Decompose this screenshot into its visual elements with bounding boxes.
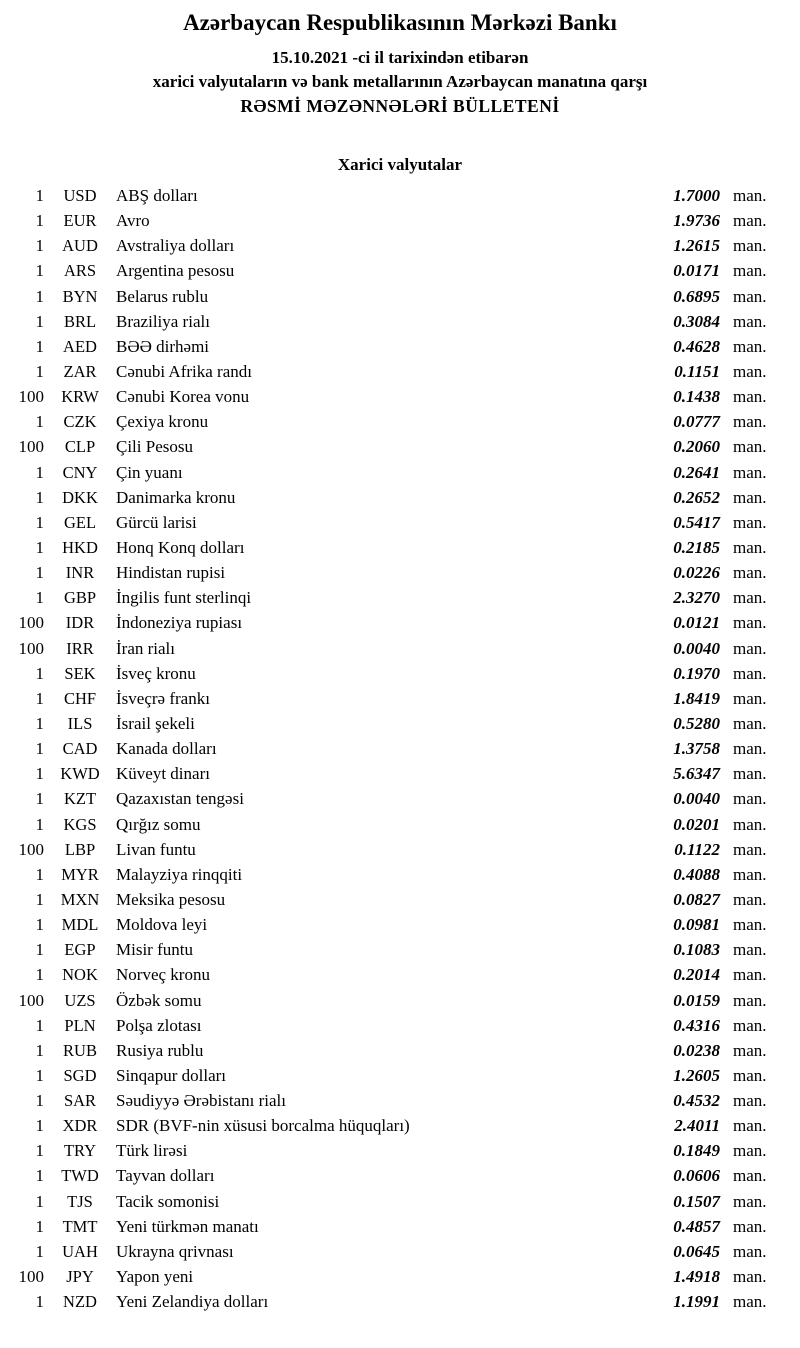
rate-quantity: 1 bbox=[35, 186, 44, 205]
rate-row bbox=[8, 711, 772, 736]
rate-unit: man. bbox=[733, 814, 767, 834]
rate-row bbox=[8, 1013, 772, 1038]
rate-row bbox=[8, 434, 772, 459]
rate-value: 0.5280 bbox=[673, 713, 720, 733]
rate-value: 2.3270 bbox=[673, 588, 720, 608]
rate-row bbox=[8, 585, 772, 610]
bank-title: Azərbaycan Respublikasının Mərkəzi Bankı bbox=[183, 10, 617, 35]
rate-unit: man. bbox=[733, 1241, 767, 1261]
rate-row bbox=[8, 384, 772, 409]
currency-code: KWD bbox=[60, 764, 100, 784]
rate-unit: man. bbox=[733, 889, 767, 909]
currency-code: AED bbox=[63, 336, 97, 356]
rate-unit: man. bbox=[733, 186, 767, 205]
rate-value: 1.7000 bbox=[673, 186, 720, 205]
rate-unit: man. bbox=[733, 1191, 767, 1211]
exchange-rates-table bbox=[0, 183, 800, 1314]
rate-value: 0.1151 bbox=[674, 361, 720, 381]
rate-row bbox=[8, 1289, 772, 1314]
rate-quantity: 100 bbox=[18, 387, 44, 407]
rate-quantity: 1 bbox=[35, 1091, 44, 1111]
currency-name: Yeni türkmən manatı bbox=[116, 1216, 259, 1236]
rate-unit: man. bbox=[733, 261, 767, 281]
rate-unit: man. bbox=[733, 1065, 767, 1085]
currency-name: Qazaxıstan tengəsi bbox=[116, 789, 244, 809]
subject-line: xarici valyutaların və bank metallarının Azərbaycan manatına qarşı bbox=[152, 72, 648, 91]
rate-row bbox=[8, 962, 772, 987]
currency-code: XDR bbox=[62, 1116, 98, 1136]
rate-quantity: 1 bbox=[35, 915, 44, 935]
rate-unit: man. bbox=[733, 739, 767, 759]
currency-code: TJS bbox=[67, 1191, 93, 1211]
rate-unit: man. bbox=[733, 361, 767, 381]
rate-unit: man. bbox=[733, 663, 767, 683]
rate-unit: man. bbox=[733, 563, 767, 583]
currency-name: Livan funtu bbox=[116, 839, 196, 859]
rate-unit: man. bbox=[733, 412, 767, 432]
rate-quantity: 1 bbox=[35, 311, 44, 331]
rate-value: 0.0121 bbox=[673, 613, 720, 633]
currency-name: Avstraliya dolları bbox=[116, 236, 235, 256]
rate-value: 1.8419 bbox=[673, 688, 720, 708]
rate-row bbox=[8, 334, 772, 359]
rate-value: 0.4532 bbox=[673, 1091, 720, 1111]
rate-value: 5.6347 bbox=[673, 764, 720, 784]
currency-name: İran rialı bbox=[116, 638, 175, 658]
rate-row bbox=[8, 1189, 772, 1214]
rate-row bbox=[8, 862, 772, 887]
rate-unit: man. bbox=[733, 512, 767, 532]
currency-name: Norveç kronu bbox=[116, 965, 210, 985]
currency-code: RUB bbox=[63, 1040, 97, 1060]
rate-value: 0.2652 bbox=[673, 487, 720, 507]
currency-name: Braziliya rialı bbox=[116, 311, 210, 331]
rate-row bbox=[8, 1088, 772, 1113]
rate-row bbox=[8, 233, 772, 258]
rate-unit: man. bbox=[733, 1116, 767, 1136]
rate-value: 1.1991 bbox=[673, 1292, 720, 1312]
currency-name: BƏƏ dirhəmi bbox=[116, 336, 210, 356]
rate-row bbox=[8, 736, 772, 761]
currency-name: Hindistan rupisi bbox=[116, 563, 226, 583]
rate-value: 2.4011 bbox=[674, 1116, 720, 1136]
rate-value: 0.1122 bbox=[674, 839, 720, 859]
rate-unit: man. bbox=[733, 789, 767, 809]
currency-code: IRR bbox=[66, 638, 94, 658]
currency-name: Küveyt dinarı bbox=[116, 764, 210, 784]
rate-quantity: 1 bbox=[35, 361, 44, 381]
currency-name: Belarus rublu bbox=[116, 286, 209, 306]
rate-quantity: 1 bbox=[35, 1015, 44, 1035]
rate-quantity: 1 bbox=[35, 211, 44, 231]
currency-code: TWD bbox=[61, 1166, 99, 1186]
rate-row bbox=[8, 1113, 772, 1138]
currency-name: Kanada dolları bbox=[116, 739, 217, 759]
rate-unit: man. bbox=[733, 437, 767, 457]
rate-value: 0.2014 bbox=[673, 965, 720, 985]
currency-code: KGS bbox=[63, 814, 97, 834]
effective-date-line: 15.10.2021 -ci il tarixindən etibarən bbox=[271, 48, 529, 67]
currency-name: Qırğız somu bbox=[116, 814, 201, 834]
rate-quantity: 1 bbox=[35, 537, 44, 557]
rate-quantity: 1 bbox=[35, 1040, 44, 1060]
rate-quantity: 1 bbox=[35, 487, 44, 507]
rate-value: 0.6895 bbox=[673, 286, 720, 306]
section-title-foreign-currencies: Xarici valyutalar bbox=[337, 155, 463, 174]
rate-row bbox=[8, 988, 772, 1013]
rate-value: 0.2060 bbox=[673, 437, 720, 457]
rate-row bbox=[8, 1163, 772, 1188]
rate-value: 0.1970 bbox=[673, 663, 720, 683]
rate-row bbox=[8, 937, 772, 962]
currency-code: PLN bbox=[64, 1015, 96, 1035]
currency-code: CLP bbox=[64, 437, 96, 457]
rate-quantity: 1 bbox=[35, 713, 44, 733]
rate-row bbox=[8, 359, 772, 384]
rate-value: 0.0238 bbox=[673, 1040, 720, 1060]
rate-value: 0.4316 bbox=[673, 1015, 720, 1035]
rate-value: 0.0159 bbox=[673, 990, 720, 1010]
currency-name: İsveçrə frankı bbox=[116, 688, 210, 708]
rate-row bbox=[8, 309, 772, 334]
rate-quantity: 1 bbox=[35, 1191, 44, 1211]
rate-value: 0.3084 bbox=[673, 311, 720, 331]
currency-code: BRL bbox=[63, 311, 97, 331]
currency-code: UAH bbox=[62, 1241, 98, 1261]
rate-quantity: 1 bbox=[35, 965, 44, 985]
currency-name: Meksika pesosu bbox=[116, 889, 226, 909]
rate-unit: man. bbox=[733, 537, 767, 557]
document-header bbox=[0, 10, 800, 117]
currency-name: Çin yuanı bbox=[116, 462, 183, 482]
currency-name: İsrail şekeli bbox=[116, 713, 195, 733]
currency-name: Avro bbox=[116, 211, 150, 231]
rate-unit: man. bbox=[733, 588, 767, 608]
rate-quantity: 1 bbox=[35, 663, 44, 683]
rate-row bbox=[8, 510, 772, 535]
rate-quantity: 1 bbox=[35, 688, 44, 708]
rate-quantity: 1 bbox=[35, 588, 44, 608]
rate-quantity: 1 bbox=[35, 864, 44, 884]
currency-code: DKK bbox=[62, 487, 98, 507]
currency-name: Misir funtu bbox=[116, 940, 193, 960]
rate-unit: man. bbox=[733, 1166, 767, 1186]
rate-unit: man. bbox=[733, 462, 767, 482]
rate-value: 0.0040 bbox=[673, 638, 720, 658]
currency-code: MYR bbox=[61, 864, 99, 884]
currency-name: Argentina pesosu bbox=[116, 261, 235, 281]
rate-unit: man. bbox=[733, 713, 767, 733]
currency-code: KRW bbox=[61, 387, 99, 407]
rate-row bbox=[8, 1063, 772, 1088]
currency-code: ILS bbox=[67, 713, 93, 733]
rate-value: 1.4918 bbox=[673, 1267, 720, 1287]
rate-unit: man. bbox=[733, 487, 767, 507]
rate-row bbox=[8, 610, 772, 635]
rate-row bbox=[8, 837, 772, 862]
rate-quantity: 1 bbox=[35, 889, 44, 909]
rate-value: 0.1507 bbox=[673, 1191, 720, 1211]
currency-name: Tacik somonisi bbox=[116, 1191, 220, 1211]
rate-unit: man. bbox=[733, 286, 767, 306]
currency-name: Cənubi Korea vonu bbox=[116, 387, 250, 407]
currency-name: Polşa zlotası bbox=[116, 1015, 202, 1035]
rate-quantity: 1 bbox=[35, 1116, 44, 1136]
rate-row bbox=[8, 409, 772, 434]
rate-quantity: 1 bbox=[35, 512, 44, 532]
rate-unit: man. bbox=[733, 1040, 767, 1060]
currency-code: CNY bbox=[62, 462, 98, 482]
rate-quantity: 100 bbox=[18, 638, 44, 658]
rate-value: 1.2605 bbox=[673, 1065, 720, 1085]
rate-quantity: 1 bbox=[35, 814, 44, 834]
rate-unit: man. bbox=[733, 1091, 767, 1111]
currency-code: GEL bbox=[63, 512, 97, 532]
currency-code: MDL bbox=[61, 915, 99, 935]
rate-quantity: 1 bbox=[35, 462, 44, 482]
currency-code: NZD bbox=[63, 1292, 97, 1312]
rate-row bbox=[8, 887, 772, 912]
currency-name: Tayvan dolları bbox=[116, 1166, 215, 1186]
currency-code: NOK bbox=[62, 965, 98, 985]
rate-row bbox=[8, 1264, 772, 1289]
currency-code: ZAR bbox=[63, 361, 97, 381]
currency-code: UZS bbox=[64, 990, 96, 1010]
currency-name: Sinqapur dolları bbox=[116, 1065, 227, 1085]
rate-value: 0.0981 bbox=[673, 915, 720, 935]
currency-code: SAR bbox=[63, 1091, 97, 1111]
rate-value: 0.0645 bbox=[673, 1241, 720, 1261]
rate-quantity: 1 bbox=[35, 789, 44, 809]
rate-value: 1.9736 bbox=[673, 211, 720, 231]
currency-name: Yapon yeni bbox=[116, 1267, 194, 1287]
rate-quantity: 1 bbox=[35, 1241, 44, 1261]
rate-value: 0.1849 bbox=[673, 1141, 720, 1161]
rate-unit: man. bbox=[733, 613, 767, 633]
currency-name: Cənubi Afrika randı bbox=[116, 361, 252, 381]
rate-unit: man. bbox=[733, 1292, 767, 1312]
rate-quantity: 1 bbox=[35, 1216, 44, 1236]
rate-unit: man. bbox=[733, 1267, 767, 1287]
rate-quantity: 1 bbox=[35, 286, 44, 306]
rate-row bbox=[8, 912, 772, 937]
rate-value: 0.2641 bbox=[673, 462, 720, 482]
rate-quantity: 1 bbox=[35, 412, 44, 432]
rate-unit: man. bbox=[733, 864, 767, 884]
currency-name: Yeni Zelandiya dolları bbox=[116, 1292, 269, 1312]
currency-name: Çexiya kronu bbox=[116, 412, 209, 432]
currency-code: SGD bbox=[63, 1065, 97, 1085]
rate-unit: man. bbox=[733, 688, 767, 708]
rate-unit: man. bbox=[733, 915, 767, 935]
currency-name: İndoneziya rupiası bbox=[116, 613, 243, 633]
currency-code: EUR bbox=[63, 211, 97, 231]
rate-value: 0.0171 bbox=[673, 261, 720, 281]
currency-code: KZT bbox=[63, 789, 97, 809]
rate-unit: man. bbox=[733, 990, 767, 1010]
rate-unit: man. bbox=[733, 764, 767, 784]
currency-code: IDR bbox=[65, 613, 95, 633]
currency-name: Malayziya rinqqiti bbox=[116, 864, 243, 884]
currency-name: Səudiyyə Ərəbistanı rialı bbox=[116, 1091, 286, 1111]
currency-code: CAD bbox=[62, 739, 98, 759]
currency-name: İngilis funt sterlinqi bbox=[116, 588, 252, 608]
rate-row bbox=[8, 535, 772, 560]
currency-code: ARS bbox=[63, 261, 97, 281]
currency-name: Moldova leyi bbox=[116, 915, 208, 935]
currency-name: ABŞ dolları bbox=[116, 186, 198, 205]
currency-code: CZK bbox=[63, 412, 97, 432]
currency-code: TMT bbox=[62, 1216, 98, 1236]
rate-value: 0.1083 bbox=[673, 940, 720, 960]
currency-name: Rusiya rublu bbox=[116, 1040, 204, 1060]
rate-value: 0.0777 bbox=[673, 412, 720, 432]
currency-name: Özbək somu bbox=[116, 990, 202, 1010]
rate-unit: man. bbox=[733, 211, 767, 231]
rate-quantity: 1 bbox=[35, 1065, 44, 1085]
currency-code: SEK bbox=[64, 663, 96, 683]
rate-row bbox=[8, 1038, 772, 1063]
rate-quantity: 100 bbox=[18, 437, 44, 457]
rate-value: 0.4088 bbox=[673, 864, 720, 884]
currency-name: Ukrayna qrivnası bbox=[116, 1241, 234, 1261]
currency-code: MXN bbox=[60, 889, 100, 909]
rate-row bbox=[8, 208, 772, 233]
rate-value: 0.4628 bbox=[673, 336, 720, 356]
rate-unit: man. bbox=[733, 839, 767, 859]
currency-code: HKD bbox=[62, 537, 98, 557]
currency-name: İsveç kronu bbox=[116, 663, 196, 683]
rate-unit: man. bbox=[733, 940, 767, 960]
currency-code: CHF bbox=[63, 688, 97, 708]
rate-unit: man. bbox=[733, 387, 767, 407]
rate-value: 0.0606 bbox=[673, 1166, 720, 1186]
rate-value: 0.0827 bbox=[673, 889, 720, 909]
currency-code: EGP bbox=[64, 940, 96, 960]
rate-unit: man. bbox=[733, 311, 767, 331]
rate-unit: man. bbox=[733, 336, 767, 356]
rate-row bbox=[8, 1239, 772, 1264]
rate-quantity: 1 bbox=[35, 261, 44, 281]
rate-row bbox=[8, 1214, 772, 1239]
rate-value: 0.2185 bbox=[673, 537, 720, 557]
rate-quantity: 1 bbox=[35, 940, 44, 960]
rate-quantity: 1 bbox=[35, 236, 44, 256]
rate-value: 0.1438 bbox=[673, 387, 720, 407]
rate-value: 0.5417 bbox=[673, 512, 720, 532]
rate-quantity: 100 bbox=[18, 1267, 44, 1287]
rate-unit: man. bbox=[733, 965, 767, 985]
rate-row bbox=[8, 560, 772, 585]
currency-name: Danimarka kronu bbox=[116, 487, 236, 507]
rate-unit: man. bbox=[733, 1015, 767, 1035]
rate-row bbox=[8, 786, 772, 811]
currency-name: Gürcü larisi bbox=[116, 512, 197, 532]
rate-value: 0.0040 bbox=[673, 789, 720, 809]
currency-name: SDR (BVF-nin xüsusi borcalma hüquqları) bbox=[116, 1116, 410, 1136]
rate-value: 1.3758 bbox=[673, 739, 720, 759]
rate-row bbox=[8, 686, 772, 711]
rate-value: 0.4857 bbox=[673, 1216, 720, 1236]
currency-code: GBP bbox=[63, 588, 97, 608]
rate-row bbox=[8, 258, 772, 283]
rate-row bbox=[8, 812, 772, 837]
rate-quantity: 1 bbox=[35, 336, 44, 356]
bulletin-title: RƏSMİ MƏZƏNNƏLƏRİ BÜLLETENİ bbox=[240, 96, 560, 116]
rate-value: 0.0226 bbox=[673, 563, 720, 583]
rate-unit: man. bbox=[733, 236, 767, 256]
rate-unit: man. bbox=[733, 1216, 767, 1236]
rate-row bbox=[8, 1138, 772, 1163]
rate-row bbox=[8, 284, 772, 309]
currency-name: Honq Konq dolları bbox=[116, 537, 245, 557]
rate-quantity: 1 bbox=[35, 1141, 44, 1161]
rate-unit: man. bbox=[733, 1141, 767, 1161]
currency-code: INR bbox=[65, 563, 95, 583]
rate-quantity: 1 bbox=[35, 739, 44, 759]
rate-row bbox=[8, 636, 772, 661]
rate-quantity: 100 bbox=[18, 990, 44, 1010]
rate-row bbox=[8, 485, 772, 510]
currency-code: BYN bbox=[62, 286, 98, 306]
rate-row bbox=[8, 183, 772, 208]
rate-value: 0.0201 bbox=[673, 814, 720, 834]
rate-row bbox=[8, 761, 772, 786]
rate-quantity: 100 bbox=[18, 613, 44, 633]
currency-code: JPY bbox=[66, 1267, 94, 1287]
currency-code: AUD bbox=[62, 236, 98, 256]
rate-quantity: 100 bbox=[18, 839, 44, 859]
rate-quantity: 1 bbox=[35, 1166, 44, 1186]
rate-quantity: 1 bbox=[35, 1292, 44, 1312]
rate-quantity: 1 bbox=[35, 764, 44, 784]
rate-quantity: 1 bbox=[35, 563, 44, 583]
currency-name: Türk lirəsi bbox=[116, 1141, 188, 1161]
rate-row bbox=[8, 460, 772, 485]
rate-unit: man. bbox=[733, 638, 767, 658]
rate-row bbox=[8, 661, 772, 686]
currency-name: Çili Pesosu bbox=[116, 437, 193, 457]
currency-code: TRY bbox=[63, 1141, 97, 1161]
currency-code: LBP bbox=[64, 839, 96, 859]
rate-value: 1.2615 bbox=[673, 236, 720, 256]
currency-code: USD bbox=[63, 186, 97, 205]
